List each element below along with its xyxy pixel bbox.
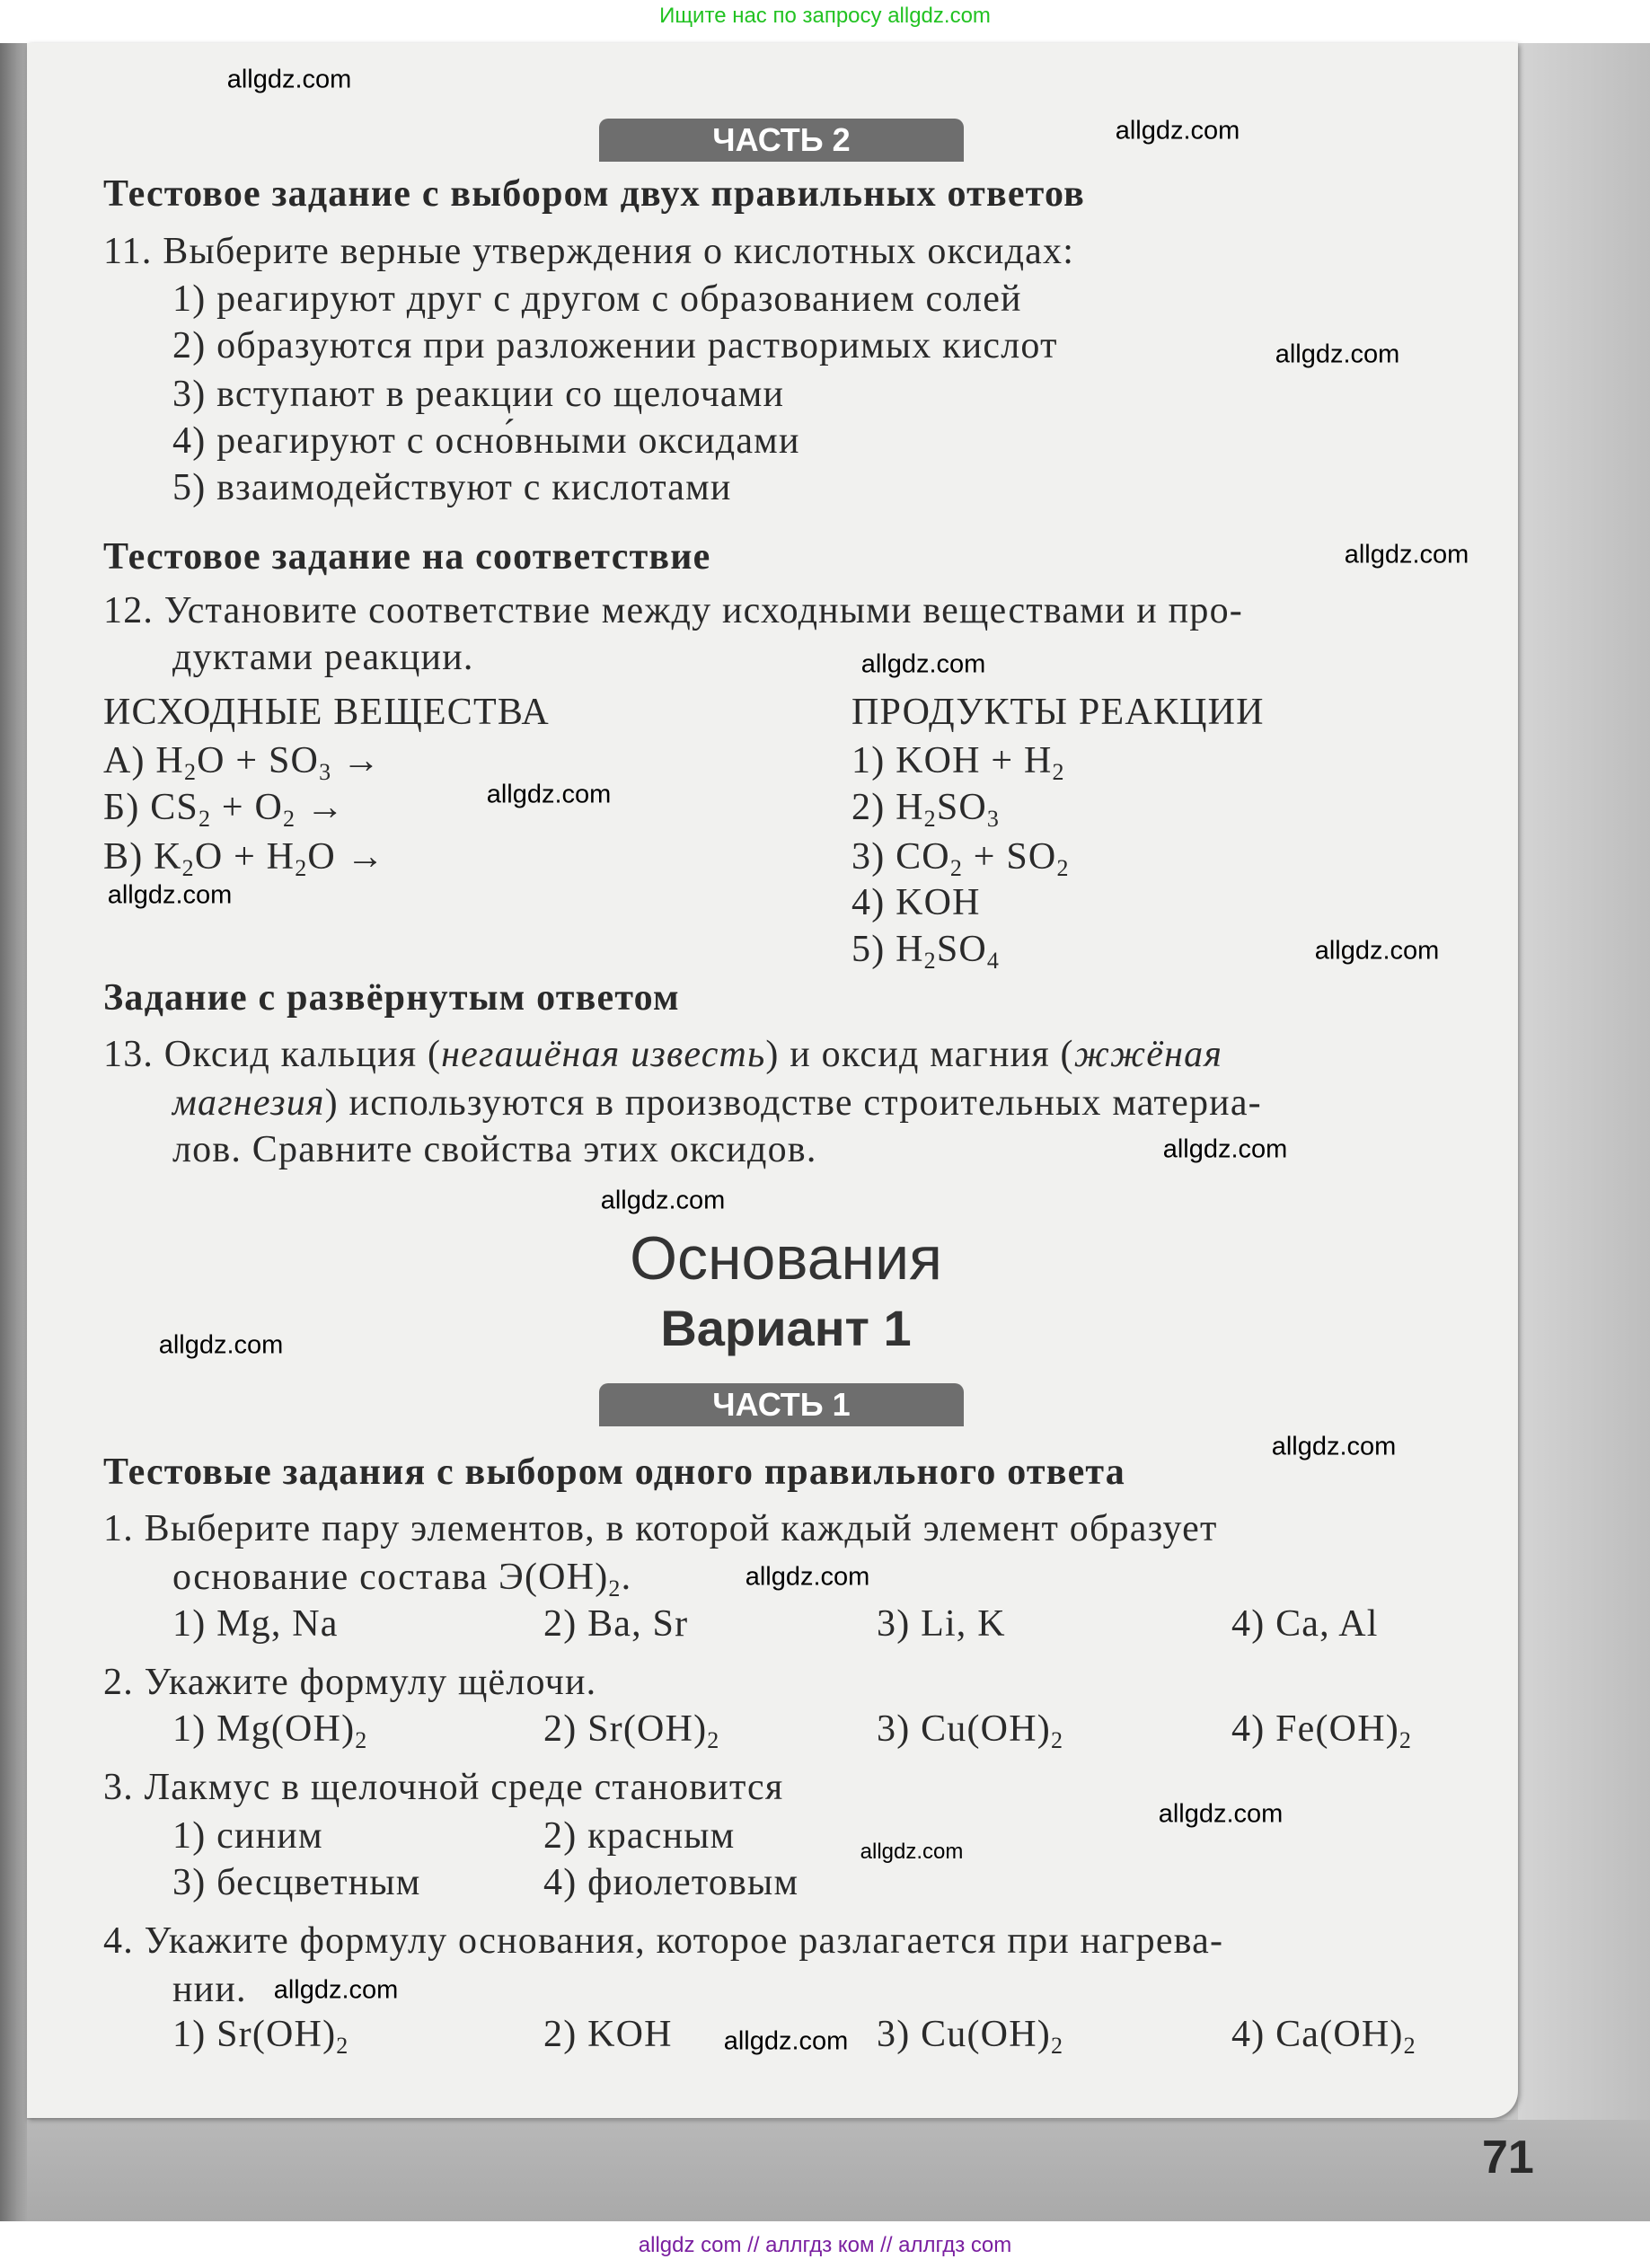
watermark: allgdz.com — [1271, 1432, 1397, 1461]
q2-option-2 — [543, 1706, 719, 1752]
watermark: allgdz.com — [1162, 1134, 1288, 1164]
text-run: 2. Укажите формулу щёлочи. — [103, 1662, 597, 1703]
text-run: 4) Fe(OH) — [1231, 1708, 1399, 1750]
text-run: 1) Sr(OH) — [172, 2014, 337, 2055]
section-heading-extended: Задание с развёрнутым ответом — [103, 977, 680, 1019]
product-5 — [851, 926, 1000, 973]
q3-option-4 — [543, 1859, 799, 1906]
text-run: 1) Mg(OH) — [172, 1708, 356, 1750]
subscript: 2 — [1050, 1727, 1064, 1753]
text-run: O + SO — [197, 740, 320, 781]
reactants-header: ИСХОДНЫЕ ВЕЩЕСТВА — [103, 692, 550, 733]
subscript: 4 — [986, 948, 1001, 974]
product-3 — [851, 834, 1070, 880]
text-run: 3. Лакмус в щелочной среде становится — [103, 1767, 784, 1808]
italic-term: жжёная — [1073, 1034, 1223, 1075]
question-2 — [103, 1659, 596, 1706]
text-run: 3) CO — [851, 836, 950, 878]
watermark: allgdz.com — [1275, 340, 1400, 369]
watermark: allgdz.com — [1314, 936, 1440, 966]
question-4-line-2 — [172, 1966, 247, 2013]
subscript: 2 — [1050, 2033, 1064, 2059]
q2-option-1 — [172, 1706, 367, 1752]
subscript: 2 — [1056, 855, 1070, 881]
section-heading-two-answers: Тестовое задание с выбором двух правильных ответов — [103, 173, 1085, 215]
watermark: allgdz.com — [1344, 540, 1469, 569]
watermark: allgdz.com — [745, 1562, 870, 1592]
product-2 — [851, 784, 1000, 831]
text-run: 5) H — [851, 929, 924, 970]
text-run: 4. Укажите формулу основания, которое разлагается при нагрева- — [103, 1920, 1224, 1962]
q1-option-3 — [877, 1601, 1006, 1647]
watermark: allgdz.com — [273, 1975, 399, 2005]
text-run: 3) Cu(OH) — [877, 2014, 1051, 2055]
question-13-line-2 — [172, 1080, 1262, 1126]
subscript: 2 — [295, 855, 308, 881]
q11-option-3: 3) вступают в реакции со щелочами — [172, 374, 785, 415]
text-run: 4) Ca(OH) — [1231, 2014, 1404, 2055]
question-11: 11. Выберите верные утверждения о кислотных оксидах: — [103, 231, 1075, 272]
q4-option-2 — [543, 2011, 673, 2058]
subscript: 2 — [923, 806, 937, 832]
text-run: SO — [936, 787, 987, 828]
text-run: 2) Ba, Sr — [543, 1603, 689, 1645]
subscript: 2 — [1052, 759, 1065, 785]
text-run: + O — [211, 787, 284, 828]
subscript: 2 — [707, 1727, 720, 1753]
q4-option-3 — [877, 2011, 1063, 2058]
reactant-v — [103, 834, 385, 880]
q3-option-2 — [543, 1813, 735, 1859]
reactant-b — [103, 784, 345, 831]
product-4 — [851, 879, 981, 926]
q4-option-4 — [1231, 2011, 1416, 2058]
subscript: 2 — [181, 855, 195, 881]
text-run: 13. Оксид кальция ( — [103, 1034, 442, 1075]
italic-term: негашёная известь — [441, 1034, 766, 1075]
question-12-line-2: дуктами реакции. — [172, 637, 474, 678]
question-4-line-1 — [103, 1918, 1223, 1964]
text-run: + SO — [963, 836, 1057, 878]
subscript: 3 — [319, 759, 332, 785]
watermark: allgdz.com — [723, 2026, 849, 2056]
text-run: O + H — [194, 836, 296, 878]
text-run: 4) KOH — [851, 882, 981, 923]
q1-option-1 — [172, 1601, 339, 1647]
watermark: allgdz.com — [486, 780, 612, 809]
scan-lower-area — [27, 2120, 1650, 2221]
q3-option-1 — [172, 1813, 323, 1859]
top-banner: Ищите нас по запросу allgdz.com — [659, 4, 991, 28]
question-3 — [103, 1764, 783, 1811]
watermark: allgdz.com — [600, 1186, 726, 1215]
watermark: allgdz.com — [107, 880, 233, 910]
question-13-line-1 — [103, 1031, 1222, 1078]
watermark: allgdz.com — [1115, 116, 1240, 146]
variant-title: Вариант 1 — [660, 1300, 912, 1356]
subscript: 2 — [1403, 2033, 1416, 2059]
question-13-line-3 — [172, 1126, 817, 1173]
bottom-banner: allgdz com // аллгдз ком // аллгдз com — [638, 2233, 1012, 2257]
page-number: 71 — [1482, 2131, 1534, 2184]
products-header: ПРОДУКТЫ РЕАКЦИИ — [851, 692, 1265, 733]
q1-option-4 — [1231, 1601, 1379, 1647]
text-run: ) и оксид магния ( — [765, 1034, 1074, 1075]
question-12-line-1: 12. Установите соответствие между исходными веществами и про- — [103, 590, 1243, 631]
subscript: 2 — [355, 1727, 368, 1753]
watermark: allgdz.com — [158, 1330, 284, 1360]
watermark: allgdz.com — [860, 1840, 964, 1864]
text-run: 3) Li, K — [877, 1603, 1006, 1645]
watermark: allgdz.com — [860, 649, 986, 679]
text-run: 3) бесцветным — [172, 1862, 421, 1903]
chapter-title: Основания — [630, 1224, 942, 1293]
watermark: allgdz.com — [1158, 1799, 1284, 1829]
section-heading-single-answer: Тестовые задания с выбором одного правильного ответа — [103, 1452, 1125, 1493]
text-run: 2) H — [851, 787, 924, 828]
part-1-label: ЧАСТЬ 1 — [599, 1383, 964, 1426]
text-run: основание состава Э(OH) — [172, 1557, 609, 1598]
q4-option-1 — [172, 2011, 349, 2058]
text-run: лов. Сравните свойства этих оксидов. — [172, 1129, 817, 1170]
text-run: 4) фиолетовым — [543, 1862, 799, 1903]
subscript: 2 — [949, 855, 964, 881]
next-page-edge — [1518, 43, 1650, 2221]
italic-term: магнезия — [172, 1082, 325, 1124]
text-run: 2) KOH — [543, 2014, 673, 2055]
subscript: 2 — [336, 2033, 349, 2059]
subscript: 2 — [1399, 1727, 1413, 1753]
q3-option-3 — [172, 1859, 421, 1906]
product-1 — [851, 737, 1065, 784]
subscript: 3 — [986, 806, 1001, 832]
watermark: allgdz.com — [226, 65, 352, 94]
text-run: 4) Ca, Al — [1231, 1603, 1379, 1645]
subscript: 2 — [183, 759, 198, 785]
subscript: 2 — [608, 1575, 622, 1602]
subscript: 2 — [923, 948, 937, 974]
subscript: 2 — [283, 806, 296, 832]
text-run: 2) Sr(OH) — [543, 1708, 708, 1750]
q2-option-4 — [1231, 1706, 1412, 1752]
q11-option-4: 4) реагируют с осно́вными оксидами — [172, 420, 800, 462]
text-run: А) H — [103, 740, 184, 781]
part-2-label: ЧАСТЬ 2 — [599, 119, 964, 162]
q1-option-2 — [543, 1601, 688, 1647]
q11-option-5: 5) взаимодействуют с кислотами — [172, 467, 732, 508]
text-run: → — [331, 740, 382, 781]
text-run: → — [296, 787, 346, 828]
text-run: ) используются в производстве строительных материа- — [324, 1082, 1262, 1124]
q11-option-1: 1) реагируют друг с другом с образованием солей — [172, 278, 1022, 320]
q11-option-2: 2) образуются при разложении растворимых кислот — [172, 325, 1058, 366]
text-run: нии. — [172, 1969, 247, 2010]
text-run: 3) Cu(OH) — [877, 1708, 1051, 1750]
text-run: В) K — [103, 836, 182, 878]
text-run: 1) KOH + H — [851, 740, 1053, 781]
text-run: 1. Выберите пару элементов, в которой каждый элемент образует — [103, 1508, 1218, 1549]
section-heading-matching: Тестовое задание на соответствие — [103, 536, 711, 578]
text-run: 2) красным — [543, 1815, 736, 1857]
text-run: Б) CS — [103, 787, 199, 828]
question-1-line-1 — [103, 1505, 1218, 1552]
text-run: . — [621, 1557, 632, 1598]
subscript: 2 — [198, 806, 212, 832]
text-run: O → — [307, 836, 385, 878]
question-1-line-2 — [172, 1554, 631, 1601]
text-run: 1) Mg, Na — [172, 1603, 339, 1645]
text-run: SO — [936, 929, 987, 970]
text-run: 1) синим — [172, 1815, 323, 1857]
reactant-a — [103, 737, 381, 784]
q2-option-3 — [877, 1706, 1063, 1752]
